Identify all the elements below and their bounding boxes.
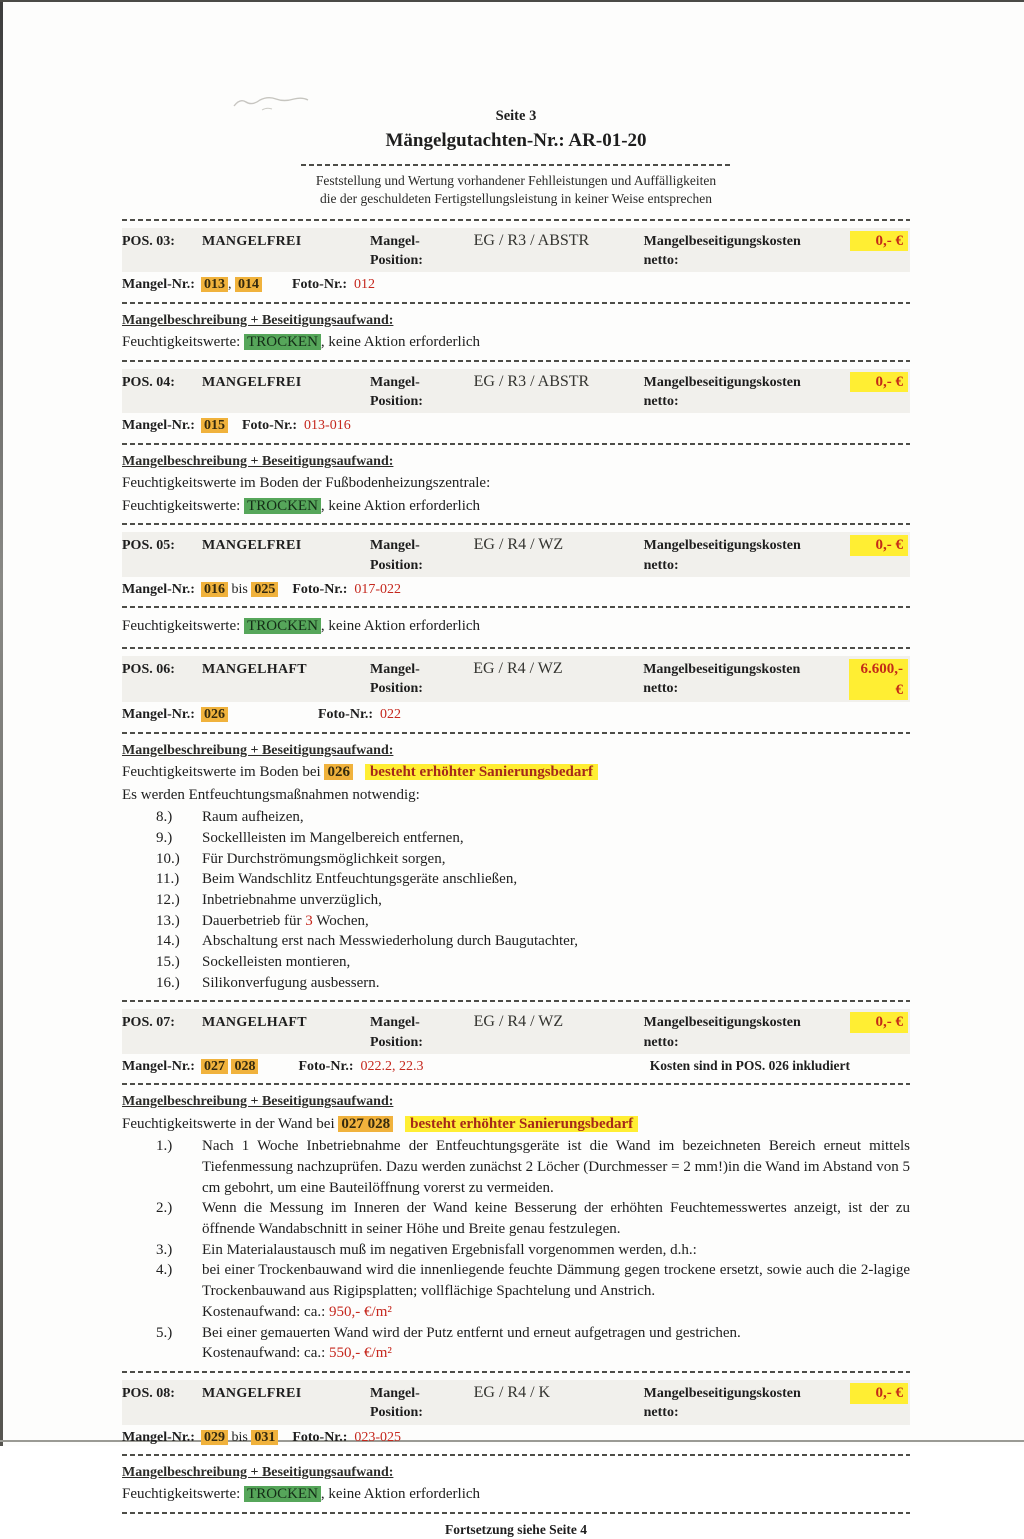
cost-value: 0,- € xyxy=(850,1383,908,1404)
kostenaufwand-line: Kostenaufwand: ca.: 550,- €/m² xyxy=(202,1345,392,1362)
list-item xyxy=(156,807,910,828)
body-line: Es werden Entfeuchtungsmaßnahmen notwendig: xyxy=(122,786,420,803)
status-label: MANGELFREI xyxy=(202,233,302,249)
list-item xyxy=(156,849,910,870)
mangel-nr-label: Mangel-Nr.: xyxy=(122,277,195,293)
feuchtigkeit-pre: Feuchtigkeitswerte: xyxy=(122,497,245,514)
list-item-text: Wenn die Messung im Inneren der Wand keine Besserung der erhöhten Feuchtemesswertes anzeigt, ist der zu öffnende Wandabschnitt in seiner Höhe und Breite genau festzulegen. xyxy=(202,1200,910,1238)
list-item-text: Sockelleisten montieren, xyxy=(202,954,351,971)
mangel-position-label: Mangel-Position: xyxy=(370,1385,423,1421)
scan-edge-top xyxy=(0,0,1024,2)
mangel-nr-values xyxy=(201,1428,278,1447)
kosten-netto-label: Mangelbeseitigungskosten netto: xyxy=(643,374,801,409)
mangel-nr-label: Mangel-Nr.: xyxy=(122,707,195,723)
body-line: Feuchtigkeitswerte im Boden der Fußbodenheizungszentrale: xyxy=(122,474,491,491)
mangel-nr-separator: , xyxy=(227,277,235,293)
list-item xyxy=(156,973,910,994)
mangel-position-value: EG / R4 / WZ xyxy=(473,659,563,677)
beschreibung-heading: Mangelbeschreibung + Beseitigungsaufwand: xyxy=(122,453,394,469)
mangel-nr-chip: 031 xyxy=(251,1430,278,1445)
mangel-nr-chip: 027 028 xyxy=(338,1116,393,1132)
sanierung-pre: Feuchtigkeitswerte im Boden bei xyxy=(122,763,325,780)
section-pos-08 xyxy=(122,1380,910,1514)
mangel-position-label: Mangel-Position: xyxy=(370,661,423,697)
pos-label: POS. 07: xyxy=(122,1015,175,1031)
mangel-nr-chip: 025 xyxy=(251,582,278,597)
list-item-number: 16.) xyxy=(156,974,180,991)
section-pos-05 xyxy=(122,532,910,649)
section-header-row xyxy=(122,369,910,414)
document-content xyxy=(122,106,910,1539)
foto-nr-value: 022 xyxy=(380,707,402,723)
foto-nr-label: Foto-Nr.: xyxy=(291,277,348,293)
section-header-row xyxy=(122,656,910,702)
section-subheader-row xyxy=(122,705,910,724)
mangel-nr-values xyxy=(201,705,228,724)
mangel-position-value: EG / R3 / ABSTR xyxy=(473,231,590,249)
list-item-text: Nach 1 Woche Inbetriebnahme der Entfeuchtungsgeräte ist die Wand im bezeichneten Bereich erneut mittels Tiefenmessung nachzuprüfen. Dazu werden zunächst 2 Löcher (Durchmesser = 2 mm!)in die Wand im Abstand von 5 cm gebohrt, um eine Bauteilöffnung vorerst zu vermeiden. xyxy=(202,1138,910,1196)
divider xyxy=(122,1454,910,1456)
section-pos-04 xyxy=(122,369,910,526)
pos-label: POS. 06: xyxy=(122,661,175,677)
list-item-number: 14.) xyxy=(156,933,180,950)
mangel-nr-chip: 029 xyxy=(201,1430,228,1445)
mangel-position-label: Mangel-Position: xyxy=(370,233,423,268)
list-item-number: 10.) xyxy=(156,850,180,867)
divider xyxy=(122,523,910,525)
list-item-number: 5.) xyxy=(156,1324,173,1341)
list-item xyxy=(156,952,910,973)
trocken-highlight: TROCKEN xyxy=(244,498,321,514)
trocken-highlight: TROCKEN xyxy=(244,334,321,350)
sanierung-warning: besteht erhöhter Sanierungsbedarf xyxy=(405,1116,638,1132)
feuchtigkeit-pre: Feuchtigkeitswerte: xyxy=(122,618,245,635)
foto-nr-label: Foto-Nr.: xyxy=(292,1429,348,1445)
divider xyxy=(122,1000,910,1002)
divider xyxy=(122,443,910,445)
continuation-note: Fortsetzung siehe Seite 4 xyxy=(444,1521,588,1537)
list-item-text: Bei einer gemauerten Wand wird der Putz entfernt und erneut aufgetragen und gestrichen. Kostenaufwand: ca.: 550,- €/m² xyxy=(202,1324,741,1362)
list-item-number: 15.) xyxy=(156,954,180,971)
page-number: Seite 3 xyxy=(495,108,537,124)
mangel-nr-chip: 013 xyxy=(201,277,228,292)
cost-value: 0,- € xyxy=(850,231,908,252)
kosten-netto-label: Mangelbeseitigungskosten netto: xyxy=(643,661,801,697)
list-item-text: Für Durchströmungsmöglichkeit sorgen, xyxy=(202,850,446,867)
mangel-nr-values xyxy=(201,1057,259,1076)
foto-nr-value: 022.2, 22.3 xyxy=(360,1059,424,1075)
list-item-text: Beim Wandschlitz Entfeuchtungsgeräte anschließen, xyxy=(202,871,518,888)
list-item xyxy=(156,911,910,932)
foto-nr-label: Foto-Nr.: xyxy=(241,418,298,434)
trocken-highlight: TROCKEN xyxy=(244,618,321,634)
list-item-text: Abschaltung erst nach Messwiederholung durch Baugutachter, xyxy=(202,933,578,950)
feuchtigkeit-pre: Feuchtigkeitswerte: xyxy=(122,333,245,350)
divider xyxy=(301,164,731,166)
intro-line-1: Feststellung und Wertung vorhandener Fehlleistungen und Auffälligkeiten xyxy=(315,173,717,189)
list-item-number: 11.) xyxy=(156,871,180,888)
pos-label: POS. 03: xyxy=(122,233,175,249)
foto-nr-value: 017-022 xyxy=(354,581,402,597)
mangel-position-value: EG / R4 / K xyxy=(473,1383,551,1401)
mangel-position-label: Mangel-Position: xyxy=(370,538,423,573)
mangel-nr-chip: 026 xyxy=(324,764,353,780)
list-item-text: Dauerbetrieb für 3 Wochen, xyxy=(202,912,369,929)
divider xyxy=(122,360,910,362)
foto-nr-value: 013-016 xyxy=(304,418,351,434)
status-label: MANGELHAFT xyxy=(202,661,307,677)
list-item-number: 13.) xyxy=(156,912,180,929)
mangel-nr-values xyxy=(201,416,228,435)
mangel-nr-separator: bis xyxy=(227,581,252,597)
cost-value: 0,- € xyxy=(850,535,908,556)
sanierung-steps-list xyxy=(156,1136,910,1364)
section-pos-07 xyxy=(122,1009,910,1373)
scan-edge-left xyxy=(0,0,3,1446)
mangel-nr-chip: 027 xyxy=(201,1059,228,1074)
list-item xyxy=(156,890,910,911)
foto-nr-value: 023-025 xyxy=(354,1429,402,1445)
list-item xyxy=(156,1240,910,1261)
kostenaufwand-value: 550,- €/m² xyxy=(329,1345,392,1362)
divider xyxy=(122,1512,910,1514)
list-item-number: 8.) xyxy=(156,809,173,826)
kosten-netto-label: Mangelbeseitigungskosten netto: xyxy=(643,1385,801,1421)
list-item xyxy=(156,1260,910,1322)
status-label: MANGELFREI xyxy=(202,1385,302,1401)
list-item xyxy=(156,1136,910,1198)
cost-value: 6.600,- € xyxy=(849,659,908,700)
feuchtigkeit-line xyxy=(122,616,910,637)
mangel-nr-chip: 028 xyxy=(231,1059,258,1074)
list-item-number: 4.) xyxy=(156,1262,173,1279)
list-item-text: Sockellleisten im Mangelbereich entfernen, xyxy=(202,829,464,846)
beschreibung-heading: Mangelbeschreibung + Beseitigungsaufwand: xyxy=(122,742,394,758)
cost-value: 0,- € xyxy=(850,1012,908,1033)
list-item-number: 3.) xyxy=(156,1241,173,1258)
mangel-nr-chip: 026 xyxy=(201,707,228,722)
foto-nr-label: Foto-Nr.: xyxy=(292,581,348,597)
feuchtigkeit-post: , keine Aktion erforderlich xyxy=(320,333,481,350)
divider xyxy=(122,606,910,608)
divider xyxy=(122,647,910,649)
sanierung-line xyxy=(122,762,910,783)
sanierung-pre: Feuchtigkeitswerte in der Wand bei xyxy=(122,1115,339,1132)
mangel-nr-chip: 016 xyxy=(201,582,228,597)
section-subheader-row xyxy=(122,1057,910,1076)
massnahmen-list xyxy=(156,807,910,993)
divider xyxy=(122,1371,910,1373)
mangel-position-label: Mangel-Position: xyxy=(370,1015,423,1050)
list-item-text: Silikonverfugung ausbessern. xyxy=(202,974,380,991)
divider xyxy=(122,1083,910,1085)
section-pos-06 xyxy=(122,656,910,1003)
trocken-highlight: TROCKEN xyxy=(244,1486,321,1502)
list-item-text: bei einer Trockenbauwand wird die innenliegende feuchte Dämmung gegen trockene ersetzt, sowie auch die 2-lagige Trockenbauwand aus Rigipsplatten; vollflächige Spachtelung und Anstrich. Kostenaufwand: ca.: 950,- €/m² xyxy=(202,1262,910,1320)
list-item xyxy=(156,828,910,849)
foto-nr-value: 012 xyxy=(354,277,376,293)
section-subheader-row xyxy=(122,580,910,599)
mangel-position-value: EG / R3 / ABSTR xyxy=(473,372,590,390)
divider xyxy=(122,302,910,304)
kosten-netto-label: Mangelbeseitigungskosten netto: xyxy=(643,538,801,573)
section-header-row xyxy=(122,1009,910,1054)
list-item-text: Ein Materialaustausch muß im negativen Ergebnisfall vorgenommen werden, d.h.: xyxy=(202,1241,697,1258)
section-subheader-row xyxy=(122,275,910,294)
kosten-netto-label: Mangelbeseitigungskosten netto: xyxy=(643,233,801,268)
list-item-text: Raum aufheizen, xyxy=(202,809,304,826)
list-item-number: 12.) xyxy=(156,891,180,908)
list-item xyxy=(156,869,910,890)
beschreibung-heading: Mangelbeschreibung + Beseitigungsaufwand: xyxy=(122,312,394,328)
feuchtigkeit-post: , keine Aktion erforderlich xyxy=(320,497,481,514)
foto-nr-label: Foto-Nr.: xyxy=(317,707,374,723)
feuchtigkeit-pre: Feuchtigkeitswerte: xyxy=(122,1486,245,1503)
mangel-nr-chip: 015 xyxy=(201,418,228,433)
pos-label: POS. 04: xyxy=(122,374,175,390)
kosten-netto-label: Mangelbeseitigungskosten netto: xyxy=(643,1015,801,1050)
cost-value: 0,- € xyxy=(850,372,908,393)
divider xyxy=(122,732,910,734)
pos-label: POS. 05: xyxy=(122,538,175,554)
section-subheader-row xyxy=(122,416,910,435)
beschreibung-heading: Mangelbeschreibung + Beseitigungsaufwand: xyxy=(122,1094,394,1110)
beschreibung-heading: Mangelbeschreibung + Beseitigungsaufwand: xyxy=(122,1464,394,1480)
list-item xyxy=(156,1323,910,1364)
section-header-row xyxy=(122,228,910,273)
foto-nr-label: Foto-Nr.: xyxy=(298,1059,354,1075)
status-label: MANGELFREI xyxy=(202,374,302,390)
feuchtigkeit-post: , keine Aktion erforderlich xyxy=(320,618,481,635)
list-item xyxy=(156,931,910,952)
section-pos-03 xyxy=(122,228,910,362)
list-item xyxy=(156,1198,910,1239)
mangel-nr-chip: 014 xyxy=(235,277,262,292)
sanierung-line xyxy=(122,1114,910,1135)
feuchtigkeit-line xyxy=(122,496,910,517)
sanierung-warning: besteht erhöhter Sanierungsbedarf xyxy=(365,764,598,780)
mangel-nr-label: Mangel-Nr.: xyxy=(122,581,195,597)
status-label: MANGELHAFT xyxy=(202,1015,307,1031)
kostenaufwand-value: 950,- €/m² xyxy=(329,1303,392,1320)
feuchtigkeit-post: , keine Aktion erforderlich xyxy=(320,1486,481,1503)
intro-line-2: die der geschuldeten Fertigstellungsleistung in keiner Weise entsprechen xyxy=(320,191,712,207)
mangel-nr-values xyxy=(201,275,262,294)
mangel-nr-label: Mangel-Nr.: xyxy=(122,1429,195,1445)
kostenaufwand-line: Kostenaufwand: ca.: 950,- €/m² xyxy=(202,1303,392,1320)
divider xyxy=(122,219,910,221)
mangel-nr-values xyxy=(201,580,278,599)
section-header-row xyxy=(122,1380,910,1425)
list-item-number: 9.) xyxy=(156,829,173,846)
list-item-number: 2.) xyxy=(156,1200,173,1217)
document-title: Mängelgutachten-Nr.: AR-01-20 xyxy=(385,130,647,151)
list-item-text: Inbetriebnahme unverzüglich, xyxy=(202,891,382,908)
feuchtigkeit-line xyxy=(122,332,910,353)
section-header-row xyxy=(122,532,910,577)
mangel-position-label: Mangel-Position: xyxy=(370,374,423,409)
section-subheader-row xyxy=(122,1428,910,1447)
mangel-position-value: EG / R4 / WZ xyxy=(473,1013,564,1031)
list-item-number: 1.) xyxy=(156,1138,173,1155)
feuchtigkeit-line xyxy=(122,1484,910,1505)
mangel-nr-separator: bis xyxy=(227,1429,252,1445)
status-label: MANGELFREI xyxy=(202,538,302,554)
pos-label: POS. 08: xyxy=(122,1385,175,1401)
mangel-nr-label: Mangel-Nr.: xyxy=(122,418,195,434)
mangel-position-value: EG / R4 / WZ xyxy=(473,536,564,554)
cost-inclusion-note: Kosten sind in POS. 026 inkludiert xyxy=(649,1058,850,1074)
mangel-nr-label: Mangel-Nr.: xyxy=(122,1059,195,1075)
